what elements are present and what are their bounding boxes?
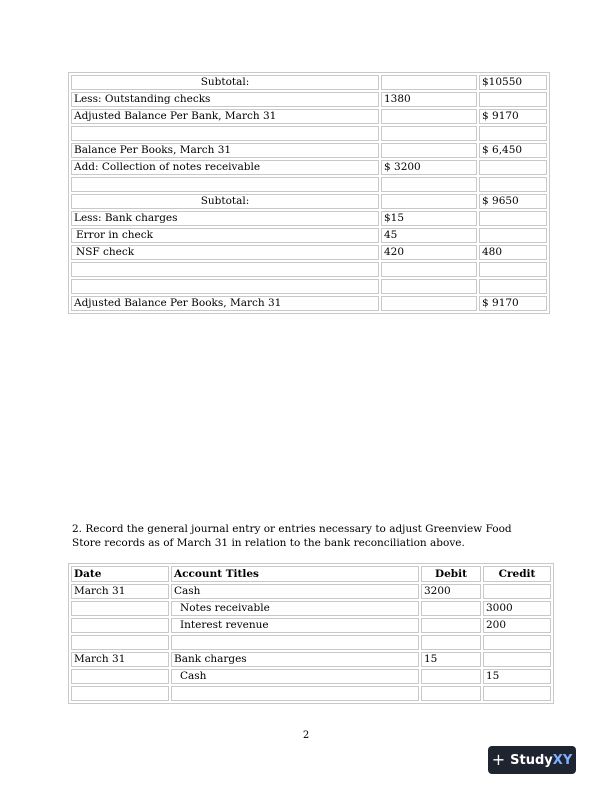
journal-debit — [421, 686, 481, 701]
header-date: Date — [71, 566, 169, 582]
brand-name-main: Study — [510, 752, 553, 768]
reconciliation-total: 480 — [479, 245, 547, 260]
journal-header-row — [71, 566, 551, 582]
question-text: 2. Record the general journal entry or entries necessary to adjust Greenview Food Store records as of March 31 in relation to the bank reconciliation above. — [72, 523, 512, 549]
reconciliation-row — [71, 92, 547, 107]
journal-debit: 15 — [421, 652, 481, 667]
journal-row — [71, 652, 551, 667]
reconciliation-amount — [381, 143, 477, 158]
reconciliation-amount: $ 3200 — [381, 160, 477, 175]
reconciliation-amount — [381, 262, 477, 277]
reconciliation-amount — [381, 126, 477, 141]
reconciliation-total: $10550 — [479, 75, 547, 90]
journal-row — [71, 601, 551, 616]
reconciliation-total — [479, 160, 547, 175]
reconciliation-label: Balance Per Books, March 31 — [71, 143, 379, 158]
journal-credit — [483, 652, 551, 667]
reconciliation-row — [71, 228, 547, 243]
reconciliation-label — [71, 177, 379, 192]
reconciliation-amount — [381, 177, 477, 192]
reconciliation-total — [479, 177, 547, 192]
studyxy-logo[interactable] — [488, 746, 576, 774]
reconciliation-body — [71, 75, 547, 311]
journal-row — [71, 635, 551, 650]
journal-debit — [421, 669, 481, 684]
journal-date — [71, 601, 169, 616]
journal-credit — [483, 635, 551, 650]
reconciliation-label: Error in check — [71, 228, 379, 243]
reconciliation-label: Less: Outstanding checks — [71, 92, 379, 107]
reconciliation-label: NSF check — [71, 245, 379, 260]
reconciliation-row — [71, 211, 547, 226]
brand-name-accent: XY — [552, 752, 573, 768]
reconciliation-row — [71, 109, 547, 124]
reconciliation-total — [479, 92, 547, 107]
reconciliation-row — [71, 75, 547, 90]
reconciliation-total: $ 9650 — [479, 194, 547, 209]
journal-body — [71, 584, 551, 701]
journal-credit: 3000 — [483, 601, 551, 616]
journal-account: Notes receivable — [171, 601, 419, 616]
journal-date: March 31 — [71, 584, 169, 599]
header-debit: Debit — [421, 566, 481, 582]
reconciliation-row — [71, 126, 547, 141]
journal-account: Cash — [171, 669, 419, 684]
reconciliation-row — [71, 296, 547, 311]
reconciliation-amount — [381, 194, 477, 209]
journal-credit — [483, 686, 551, 701]
reconciliation-total — [479, 211, 547, 226]
journal-date — [71, 618, 169, 633]
reconciliation-total — [479, 228, 547, 243]
journal-row — [71, 618, 551, 633]
reconciliation-amount: 45 — [381, 228, 477, 243]
plus-icon: + — [491, 750, 506, 769]
journal-date: March 31 — [71, 652, 169, 667]
journal-account: Interest revenue — [171, 618, 419, 633]
reconciliation-amount: $15 — [381, 211, 477, 226]
bank-reconciliation-table — [68, 72, 550, 314]
reconciliation-row — [71, 245, 547, 260]
reconciliation-amount: 1380 — [381, 92, 477, 107]
reconciliation-label: Add: Collection of notes receivable — [71, 160, 379, 175]
reconciliation-label: Adjusted Balance Per Books, March 31 — [71, 296, 379, 311]
reconciliation-row — [71, 143, 547, 158]
reconciliation-row — [71, 160, 547, 175]
reconciliation-total — [479, 279, 547, 294]
journal-date — [71, 669, 169, 684]
reconciliation-label: Subtotal: — [71, 75, 379, 90]
journal-account — [171, 635, 419, 650]
reconciliation-total — [479, 262, 547, 277]
journal-debit — [421, 618, 481, 633]
reconciliation-label: Subtotal: — [71, 194, 379, 209]
journal-date — [71, 686, 169, 701]
journal-entry-table — [68, 563, 554, 704]
reconciliation-total: $ 9170 — [479, 109, 547, 124]
journal-account — [171, 686, 419, 701]
reconciliation-row — [71, 262, 547, 277]
page-number: 2 — [302, 730, 310, 741]
reconciliation-label — [71, 279, 379, 294]
reconciliation-amount — [381, 279, 477, 294]
journal-credit: 15 — [483, 669, 551, 684]
journal-account: Cash — [171, 584, 419, 599]
journal-debit: 3200 — [421, 584, 481, 599]
reconciliation-total: $ 6,450 — [479, 143, 547, 158]
reconciliation-label: Less: Bank charges — [71, 211, 379, 226]
journal-date — [71, 635, 169, 650]
journal-row — [71, 584, 551, 599]
journal-credit — [483, 584, 551, 599]
journal-debit — [421, 635, 481, 650]
reconciliation-amount: 420 — [381, 245, 477, 260]
journal-account: Bank charges — [171, 652, 419, 667]
journal-row — [71, 686, 551, 701]
reconciliation-amount — [381, 109, 477, 124]
reconciliation-total: $ 9170 — [479, 296, 547, 311]
journal-credit: 200 — [483, 618, 551, 633]
journal-debit — [421, 601, 481, 616]
reconciliation-row — [71, 194, 547, 209]
reconciliation-label — [71, 126, 379, 141]
reconciliation-row — [71, 279, 547, 294]
reconciliation-amount — [381, 75, 477, 90]
header-account-titles: Account Titles — [171, 566, 419, 582]
header-credit: Credit — [483, 566, 551, 582]
brand-name — [510, 753, 572, 768]
reconciliation-label: Adjusted Balance Per Bank, March 31 — [71, 109, 379, 124]
journal-row — [71, 669, 551, 684]
reconciliation-total — [479, 126, 547, 141]
reconciliation-row — [71, 177, 547, 192]
reconciliation-amount — [381, 296, 477, 311]
reconciliation-label — [71, 262, 379, 277]
